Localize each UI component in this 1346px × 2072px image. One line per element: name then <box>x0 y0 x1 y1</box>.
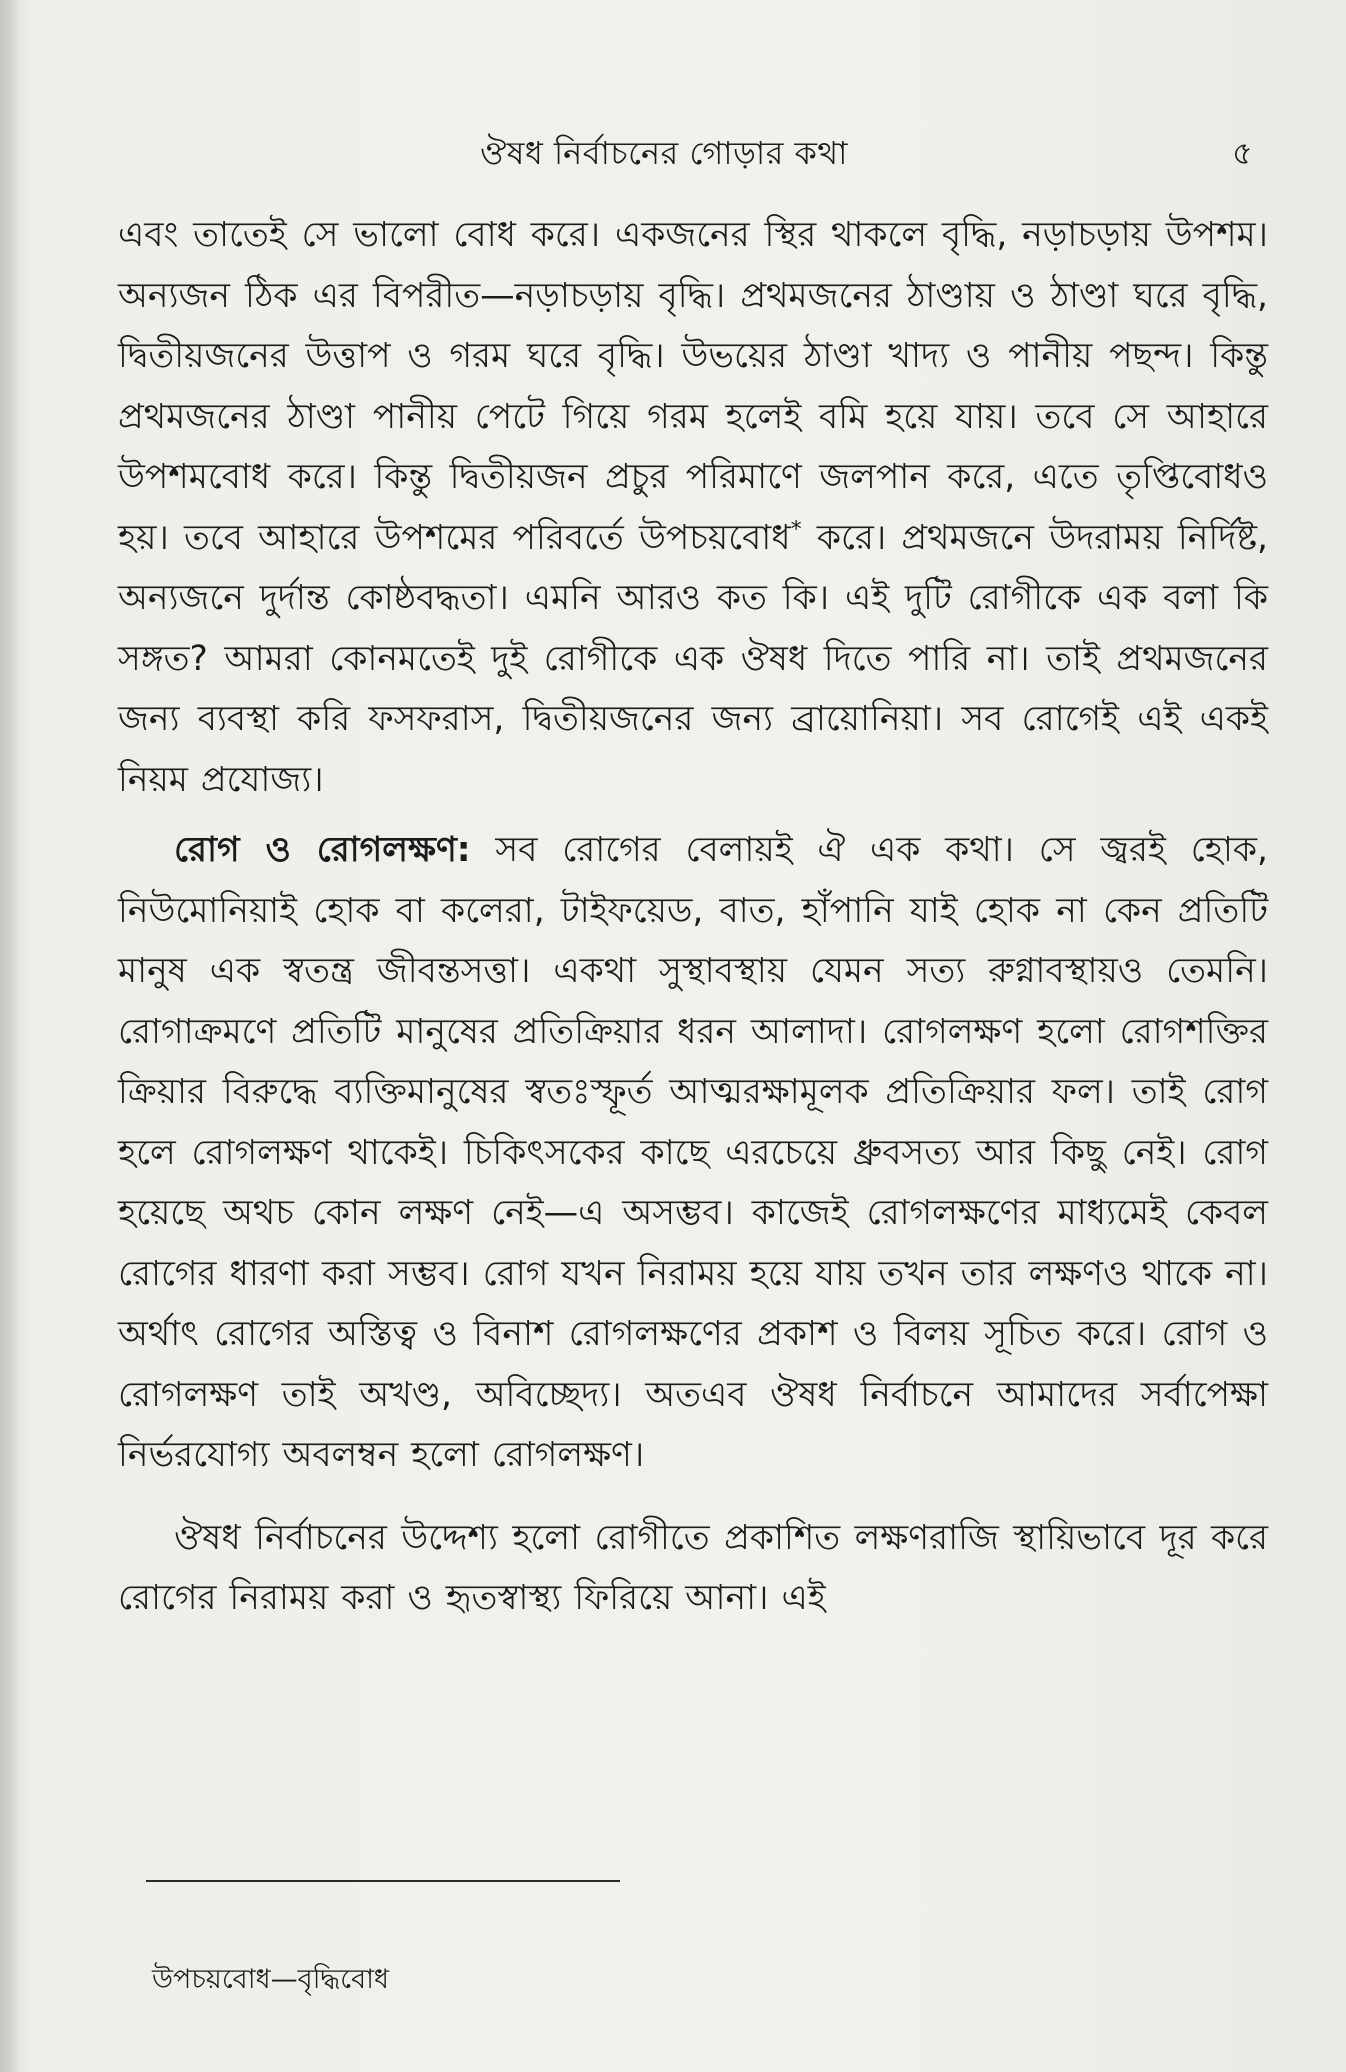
body-text <box>118 205 1268 1629</box>
paragraph-1-text: এবং তাতেই সে ভালো বোধ করে। একজনের স্থির থাকলে বৃদ্ধি, নড়াচড়ায় উপশম। অন্যজন ঠিক এর বিপরীত—নড়াচড়ায় বৃদ্ধি। প্রথমজনের ঠাণ্ডায় ও ঠাণ্ডা ঘরে বৃদ্ধি, দ্বিতীয়জনের উত্তাপ ও গরম ঘরে বৃদ্ধি। উভয়ের ঠাণ্ডা খাদ্য ও পানীয় পছন্দ। কিন্তু প্রথমজনের ঠাণ্ডা পানীয় পেটে গিয়ে গরম হলেই বমি হয়ে যায়। তবে সে আহারে উপশমবোধ করে। কিন্তু দ্বিতীয়জন প্রচুর পরিমাণে জলপান করে, এতে তৃপ্তিবোধও হয়। তবে আহারে উপশমের পরিবর্তে উপচয়বোধ <box>118 215 1268 558</box>
paragraph-2 <box>118 820 1268 1486</box>
paragraph-2-text: সব রোগের বেলায়ই ঐ এক কথা। সে জ্বরই হোক, নিউমোনিয়াই হোক বা কলেরা, টাইফয়েড, বাত, হাঁপানি যাই হোক না কেন প্রতিটি মানুষ এক স্বতন্ত্র জীবন্তসত্তা। একথা সুস্থাবস্থায় যেমন সত্য রুগ্নাবস্থায়ও তেমনি। রোগাক্রমণে প্রতিটি মানুষের প্রতিক্রিয়ার ধরন আলাদা। রোগলক্ষণ হলো রোগশক্তির ক্রিয়ার বিরুদ্ধে ব্যক্তিমানুষের স্বতঃস্ফূর্ত আত্মরক্ষামূলক প্রতিক্রিয়ার ফল। তাই রোগ হলে রোগলক্ষণ থাকেই। চিকিৎসকের কাছে এরচেয়ে ধ্রুবসত্য আর কিছু নেই। রোগ হয়েছে অথচ কোন লক্ষণ নেই—এ অসম্ভব। কাজেই রোগলক্ষণের মাধ্যমেই কেবল রোগের ধারণা করা সম্ভব। রোগ যখন নিরাময় হয়ে যায় তখন তার লক্ষণও থাকে না। অর্থাৎ রোগের অস্তিত্ব ও বিনাশ রোগলক্ষণের প্রকাশ ও বিলয় সূচিত করে। রোগ ও রোগলক্ষণ তাই অখণ্ড, অবিচ্ছেদ্য। অতএব ঔষধ নির্বাচনে আমাদের সর্বাপেক্ষা নির্ভরযোগ্য অবলম্বন হলো রোগলক্ষণ। <box>118 830 1268 1475</box>
section-heading-inline: রোগ ও রোগলক্ষণ: <box>174 830 471 870</box>
paragraph-1-text-continued: করে। প্রথমজনে উদরাময় নির্দিষ্ট, অন্যজনে দুর্দান্ত কোষ্ঠবদ্ধতা। এমনি আরও কত কি। এই দুটি রোগীকে এক বলা কি সঙ্গত? আমরা কোনমতেই দুই রোগীকে এক ঔষধ দিতে পারি না। তাই প্রথমজনের জন্য ব্যবস্থা করি ফসফরাস, দ্বিতীয়জনের জন্য ব্রায়োনিয়া। সব রোগেই এই একই নিয়ম প্রযোজ্য। <box>118 517 1268 800</box>
paragraph-3 <box>118 1508 1268 1629</box>
page-spine-shadow <box>0 0 20 2072</box>
paragraph-1 <box>118 205 1268 810</box>
paragraph-3-text: ঔষধ নির্বাচনের উদ্দেশ্য হলো রোগীতে প্রকাশিত লক্ষণরাজি স্থায়িভাবে দূর করে রোগের নিরাময় করা ও হৃতস্বাস্থ্য ফিরিয়ে আনা। এই <box>118 1517 1268 1618</box>
footnote-divider <box>146 1880 620 1882</box>
running-title: ঔষধ নির্বাচনের গোড়ার কথা <box>480 134 848 172</box>
footnote-text: উপচয়বোধ—বৃদ্ধিবোধ <box>152 1964 390 1995</box>
footnote <box>152 1960 389 2000</box>
page-header <box>0 128 1346 178</box>
page-number: ৫ <box>1232 134 1253 172</box>
footnote-marker: * <box>790 517 802 542</box>
